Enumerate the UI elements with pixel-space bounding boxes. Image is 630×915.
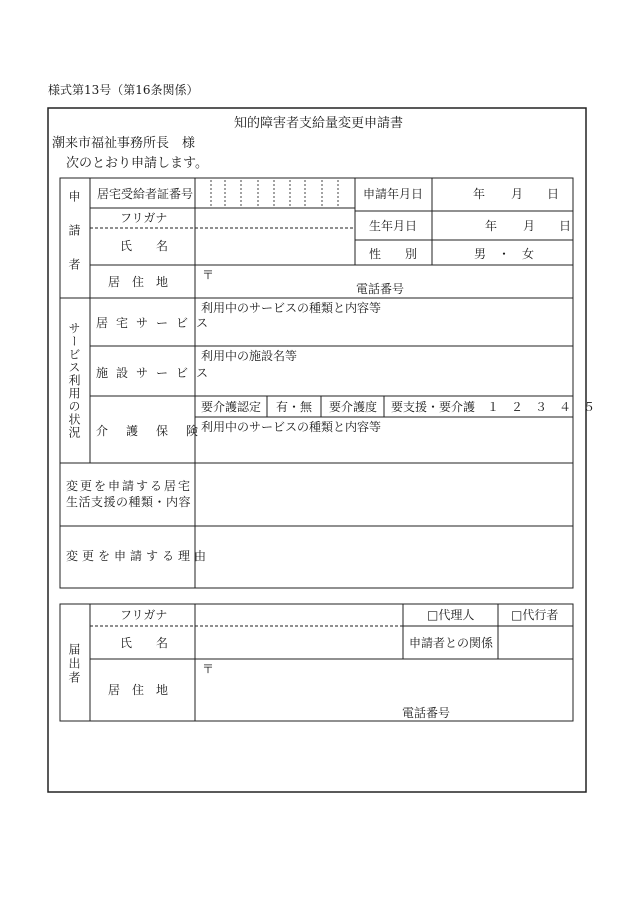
- birthdate-label: 生年月日: [369, 219, 418, 233]
- form-number: 様式第13号（第16条関係）: [48, 83, 199, 97]
- app-date-year: 年: [473, 187, 486, 201]
- birthdate-field[interactable]: [433, 212, 572, 239]
- notifier-section-label: 届出者: [67, 643, 81, 685]
- phone-label: 電話番号: [356, 282, 405, 296]
- cert-number-label: 居宅受給者証番号: [97, 187, 194, 201]
- birth-year: 年: [485, 219, 498, 233]
- applicant-section-label: 申請者: [67, 190, 81, 292]
- gender-label: 性 別: [369, 247, 418, 261]
- notifier-name-label: 氏 名: [120, 636, 169, 650]
- notifier-address-field[interactable]: [196, 660, 572, 720]
- notifier-furigana-label: フリガナ: [120, 608, 168, 622]
- form-title: 知的障害者支給量変更申請書: [234, 116, 404, 131]
- application-date-field[interactable]: [433, 179, 572, 210]
- furigana-label: フリガナ: [120, 211, 168, 225]
- application-date-label: 申請年月日: [363, 187, 424, 201]
- care-cert-label: 要介護認定: [201, 400, 262, 414]
- relationship-label: 申請者との関係: [409, 636, 494, 650]
- addressee: 潮来市福祉事務所長 様: [52, 136, 196, 151]
- care-insurance-label: 介護保険: [96, 424, 217, 438]
- care-level-options[interactable]: 要支援・要介護 １ ２ ３ ４ ５: [391, 400, 596, 414]
- notifier-name-field[interactable]: [196, 627, 402, 658]
- change-reason-label: 変更を申請する理由: [66, 549, 211, 563]
- care-service-field[interactable]: [196, 418, 572, 462]
- furigana-field[interactable]: [196, 209, 354, 227]
- gender-options[interactable]: 男 ・ 女: [474, 247, 535, 261]
- notifier-furigana-field[interactable]: [196, 605, 402, 625]
- care-cert-options[interactable]: 有・無: [276, 400, 313, 414]
- agent-checkbox[interactable]: □代理人: [427, 608, 475, 622]
- app-date-day: 日: [547, 187, 560, 201]
- care-level-label: 要介護度: [329, 400, 378, 414]
- name-label: 氏 名: [120, 239, 169, 253]
- intro-text: 次のとおり申請します。: [66, 156, 208, 171]
- service-usage-section-label: サービス利用の状況: [67, 322, 81, 439]
- change-content-label-2: 生活支援の種類・内容: [66, 495, 192, 509]
- proxy-checkbox[interactable]: □代行者: [511, 608, 559, 622]
- birth-day: 日: [559, 219, 572, 233]
- home-service-field[interactable]: [196, 299, 572, 345]
- facility-service-label: 施設サービス: [96, 366, 217, 380]
- change-reason-field[interactable]: [196, 527, 572, 587]
- notifier-phone-label: 電話番号: [402, 706, 451, 720]
- notifier-address-label: 居 住 地: [108, 683, 169, 697]
- change-content-label-1: 変更を申請する居宅: [66, 479, 193, 493]
- name-field[interactable]: [196, 229, 354, 264]
- cert-number-field[interactable]: [196, 179, 354, 207]
- address-label: 居 住 地: [108, 275, 169, 289]
- address-field[interactable]: [196, 266, 572, 297]
- home-service-label: 居宅サービス: [96, 316, 217, 330]
- facility-service-note: 利用中の施設名等: [201, 349, 298, 363]
- change-content-field[interactable]: [196, 464, 572, 525]
- care-service-note: 利用中のサービスの種類と内容等: [201, 420, 382, 434]
- facility-service-field[interactable]: [196, 347, 572, 395]
- home-service-note: 利用中のサービスの種類と内容等: [201, 301, 382, 315]
- notifier-postal-mark: 〒: [202, 662, 215, 676]
- birth-month: 月: [523, 219, 536, 233]
- app-date-month: 月: [511, 187, 524, 201]
- relationship-field[interactable]: [499, 627, 572, 658]
- postal-mark: 〒: [202, 268, 215, 282]
